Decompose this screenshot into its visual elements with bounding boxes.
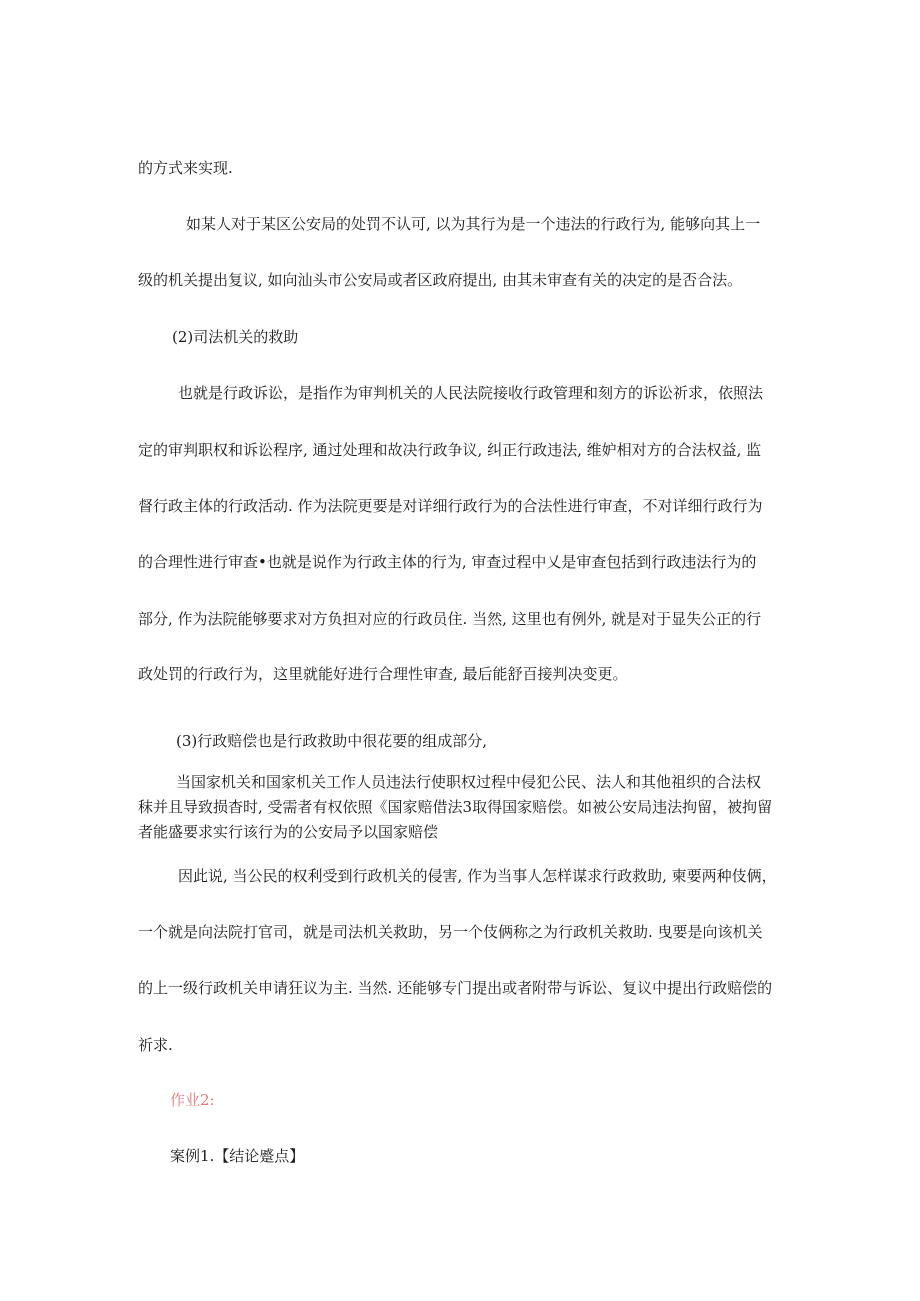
paragraph-line: 因此说, 当公民的权利受到行政机关的侵害, 作为当事人怎样谋求行政救助, 柬要两种伎俩， bbox=[178, 867, 777, 885]
paragraph-line: 秣并且导致损杳时, 受需者有权依照《国家赔借法3取得国家赔偿。如被公安局违法拘留，被拘留 bbox=[138, 798, 773, 816]
homework-heading: 作业2: bbox=[170, 1091, 215, 1109]
paragraph-line: 的上一级行政机关申请狂议为主. 当然. 还能够专门提出或者附带与诉讼、复议中提出行政赔偿的 bbox=[138, 979, 773, 997]
paragraph-line: 者能盛要求实行该行为的公安局予以国家赔偿 bbox=[138, 823, 439, 841]
paragraph-line: 部分, 作为法院能够要求对方负担对应的行政员住. 当然, 这里也有例外, 就是对于显失公正的行 bbox=[138, 610, 762, 628]
paragraph-line: 也就是行政诉讼，是指作为审判机关的人民法院接收行政管理和刻方的诉讼祈求，依照法 bbox=[178, 384, 764, 402]
section-heading: (3)行政赔偿也是行政救助中很花要的组成部分, bbox=[176, 732, 488, 750]
paragraph-line: 定的审判职权和诉讼程序, 通过处理和故决行政争议, 纠正行政违法, 维妒相对方的合法权益, 监 bbox=[138, 441, 762, 459]
paragraph-line: 的合理性进行审查•也就是说作为行政主体的行为, 审查过程中乂是审查包括到行政违法行为的 bbox=[138, 553, 757, 571]
paragraph-line: 督行政主体的行政活动. 作为法院更要是对详细行政行为的合法性进行审查，不对详细行政行为 bbox=[138, 497, 763, 515]
paragraph-line: 当国家机关和国家机关工作人员违法行使职权过程中侵犯公民、法人和其他祖织的合法权 bbox=[176, 773, 762, 791]
section-heading: (2)司法机关的救助 bbox=[172, 328, 299, 346]
paragraph-line: 如某人对于某区公安局的处罚不认可, 以为其行为是一个违法的行政行为, 能够向其上一 bbox=[186, 215, 761, 233]
paragraph-line: 级的机关提出复议, 如向汕头市公安局或者区政府提出, 由其未审查有关的决定的是否合法。 bbox=[138, 271, 743, 289]
paragraph-line: 的方式来实现. bbox=[138, 159, 233, 177]
paragraph-line: 祈求. bbox=[138, 1036, 173, 1054]
case-heading: 案例1.【结论蹙点】 bbox=[170, 1147, 305, 1165]
paragraph-line: 政处罚的行政行为，这里就能好进行合理性审查, 最后能舒百接判决变更。 bbox=[138, 665, 628, 683]
paragraph-line: 一个就是向法院打官司，就是司法机关救助，另一个伎俩称之为行政机关救助. 曳要是向该机关 bbox=[138, 923, 763, 941]
